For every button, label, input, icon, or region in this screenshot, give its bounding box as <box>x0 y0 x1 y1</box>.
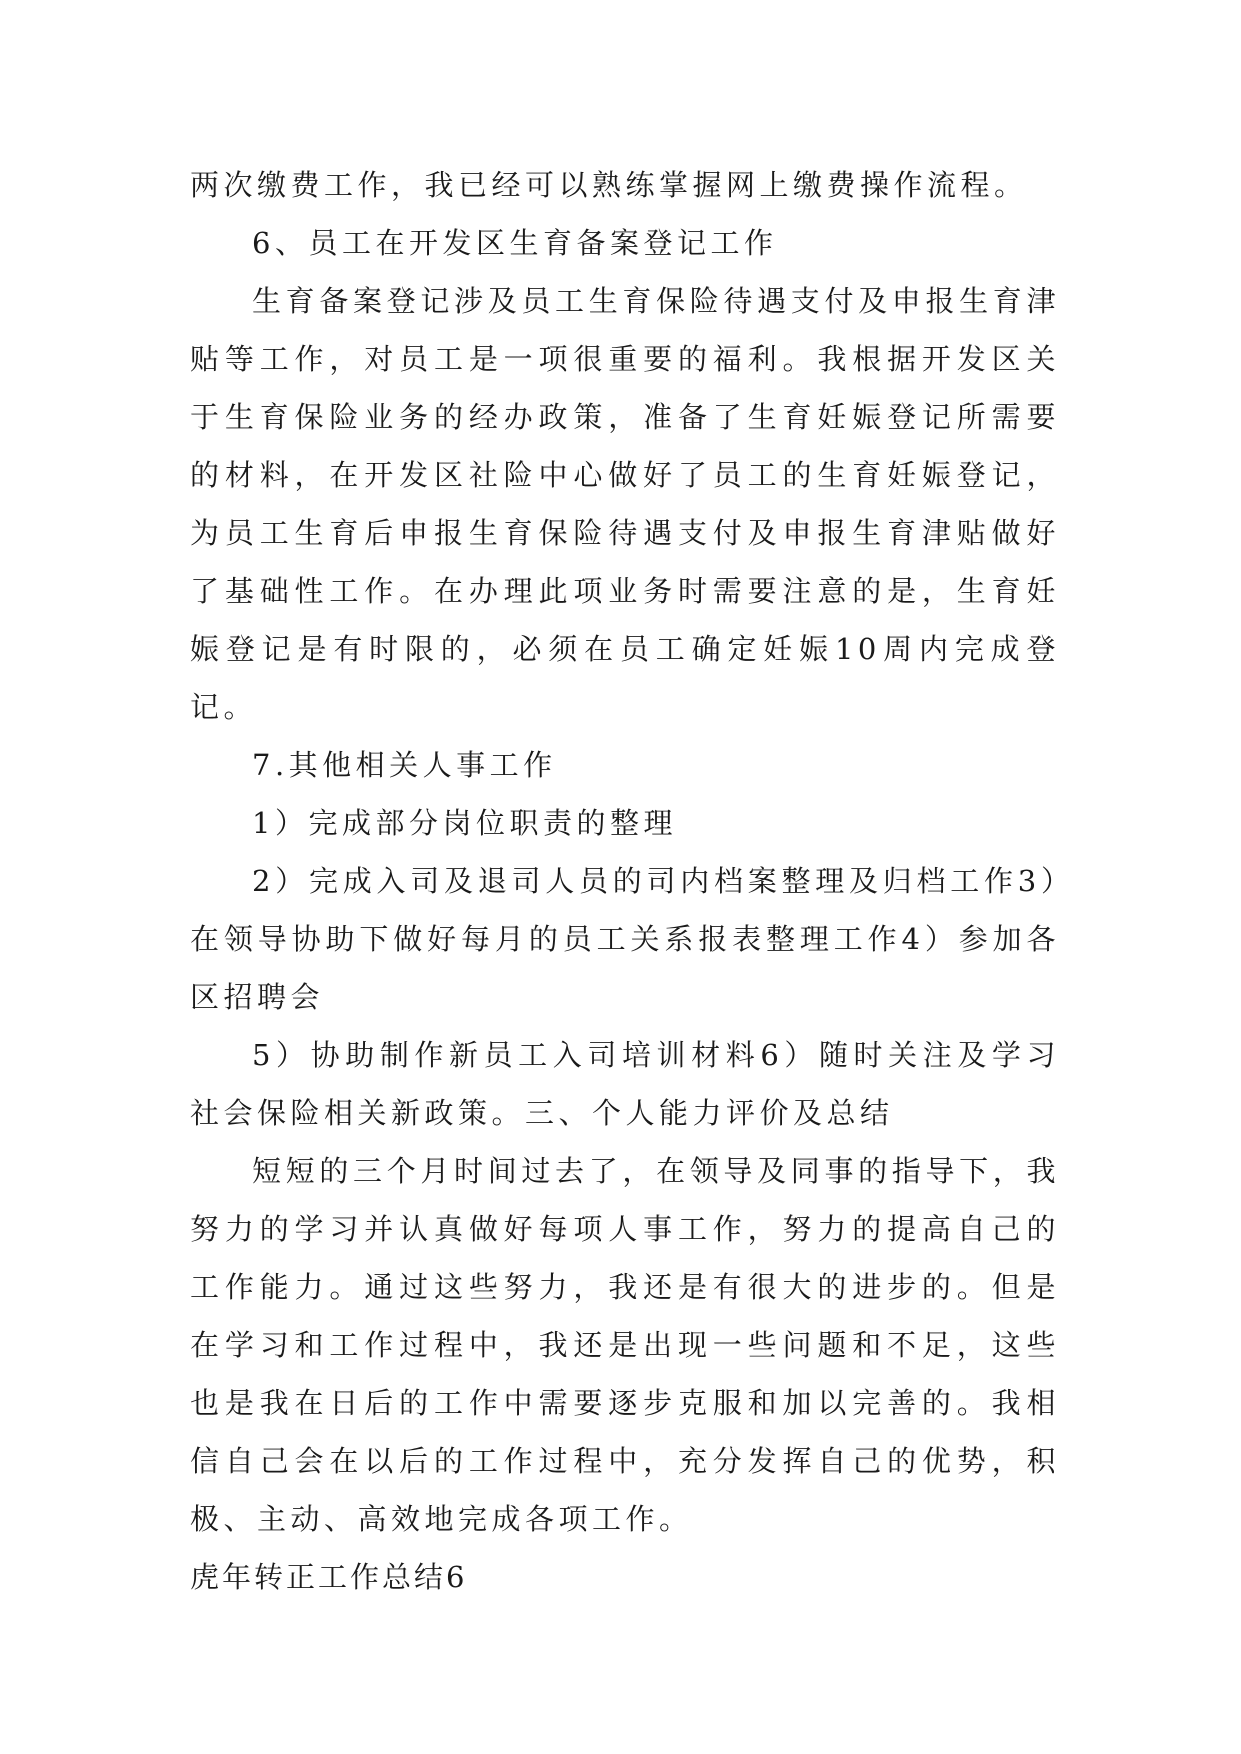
section-title-summary-6: 虎年转正工作总结6 <box>190 1560 468 1594</box>
paragraph-self-evaluation: 短短的三个月时间过去了，在领导及同事的指导下，我努力的学习并认真做好每项人事工作，努力的提高自己的工作能力。通过这些努力，我还是有很大的进步的。但是在学习和工作过程中，我还是出现一些问题和不足，这些也是我在日后的工作中需要逐步克服和加以完善的。我相信自己会在以后的工作过程中，充分发挥自己的优势，积极、主动、高效地完成各项工作。 <box>190 1154 1060 1536</box>
paragraph-payment-continued: 两次缴费工作，我已经可以熟练掌握网上缴费操作流程。 <box>190 168 1028 202</box>
document-body <box>190 156 1060 1606</box>
heading-other-hr-work: 7.其他相关人事工作 <box>252 748 557 782</box>
list-item-archives: 2）完成入司及退司人员的司内档案整理及归档工作3）在领导协助下做好每月的员工关系报表整理工作4）参加各区招聘会 <box>190 864 1060 1014</box>
heading-maternity-registration: 6、员工在开发区生育备案登记工作 <box>252 226 778 260</box>
paragraph-maternity-registration: 生育备案登记涉及员工生育保险待遇支付及申报生育津贴等工作，对员工是一项很重要的福利。我根据开发区关于生育保险业务的经办政策，准备了生育妊娠登记所需要的材料，在开发区社险中心做好了员工的生育妊娠登记，为员工生育后申报生育保险待遇支付及申报生育津贴做好了基础性工作。在办理此项业务时需要注意的是，生育妊娠登记是有时限的，必须在员工确定妊娠10周内完成登记。 <box>190 284 1060 724</box>
list-item-job-duties: 1）完成部分岗位职责的整理 <box>252 806 677 840</box>
list-item-training-materials: 5）协助制作新员工入司培训材料6）随时关注及学习社会保险相关新政策。三、个人能力评价及总结 <box>190 1038 1060 1130</box>
